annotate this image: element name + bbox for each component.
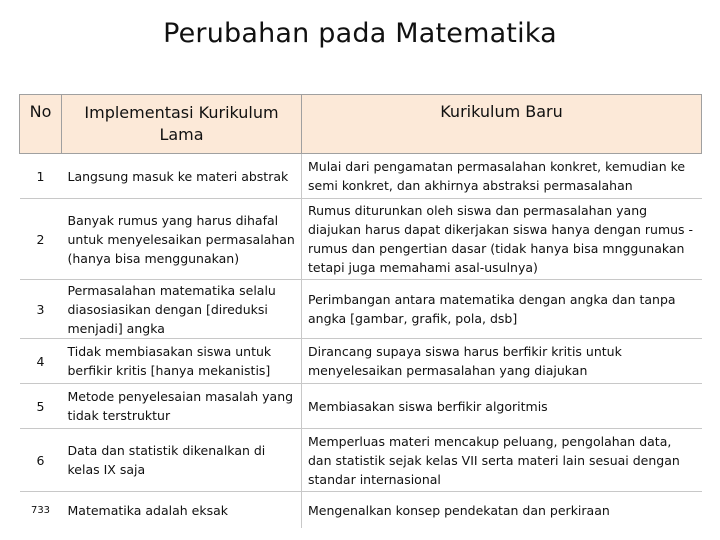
table-row xyxy=(20,154,702,199)
row-number: 5 xyxy=(20,384,62,429)
cell-kurikulum-lama: Langsung masuk ke materi abstrak xyxy=(62,154,302,199)
table-header-row xyxy=(20,95,702,154)
header-no: No xyxy=(20,95,62,154)
row-number: 6 xyxy=(20,429,62,492)
comparison-table xyxy=(19,94,702,528)
row-number: 4 xyxy=(20,339,62,384)
cell-kurikulum-baru: Dirancang supaya siswa harus berfikir kritis untuk menyelesaikan permasalahan yang diajukan xyxy=(302,339,702,384)
cell-kurikulum-baru: Memperluas materi mencakup peluang, pengolahan data, dan statistik sejak kelas VII serta materi lain sesuai dengan standar internasional xyxy=(302,429,702,492)
row-number: 1 xyxy=(20,154,62,199)
cell-kurikulum-baru: Rumus diturunkan oleh siswa dan permasalahan yang diajukan harus dapat dikerjakan siswa hanya dengan rumus -rumus dan pengertian dasar (tidak hanya bisa mnggunakan tetapi juga memahami asal-usulnya) xyxy=(302,199,702,280)
table-row xyxy=(20,492,702,529)
header-kurikulum-baru: Kurikulum Baru xyxy=(302,95,702,154)
cell-kurikulum-baru: Mulai dari pengamatan permasalahan konkret, kemudian ke semi konkret, dan akhirnya abstraksi permasalahan xyxy=(302,154,702,199)
table-row xyxy=(20,339,702,384)
cell-kurikulum-lama: Data dan statistik dikenalkan di kelas IX saja xyxy=(62,429,302,492)
row-number: 2 xyxy=(20,199,62,280)
header-kurikulum-lama: Implementasi Kurikulum Lama xyxy=(62,95,302,154)
table-row xyxy=(20,199,702,280)
cell-kurikulum-lama: Matematika adalah eksak xyxy=(62,492,302,529)
cell-kurikulum-lama: Tidak membiasakan siswa untuk berfikir kritis [hanya mekanistis] xyxy=(62,339,302,384)
cell-kurikulum-baru: Mengenalkan konsep pendekatan dan perkiraan xyxy=(308,502,610,518)
row-number: 3 xyxy=(20,280,62,339)
cell-kurikulum-baru: Perimbangan antara matematika dengan angka dan tanpa angka [gambar, grafik, pola, dsb] xyxy=(302,280,702,339)
table-row xyxy=(20,429,702,492)
table-row xyxy=(20,280,702,339)
table-row xyxy=(20,384,702,429)
cell-kurikulum-lama: Metode penyelesaian masalah yang tidak terstruktur xyxy=(62,384,302,429)
cell-kurikulum-baru: Membiasakan siswa berfikir algoritmis xyxy=(302,384,702,429)
slide-title: Perubahan pada Matematika xyxy=(163,18,557,49)
row-number: 733 xyxy=(30,504,51,516)
cell-kurikulum-lama: Permasalahan matematika selalu diasosiasikan dengan [direduksi menjadi] angka xyxy=(62,280,302,339)
cell-kurikulum-lama: Banyak rumus yang harus dihafal untuk menyelesaikan permasalahan (hanya bisa menggunakan) xyxy=(62,199,302,280)
